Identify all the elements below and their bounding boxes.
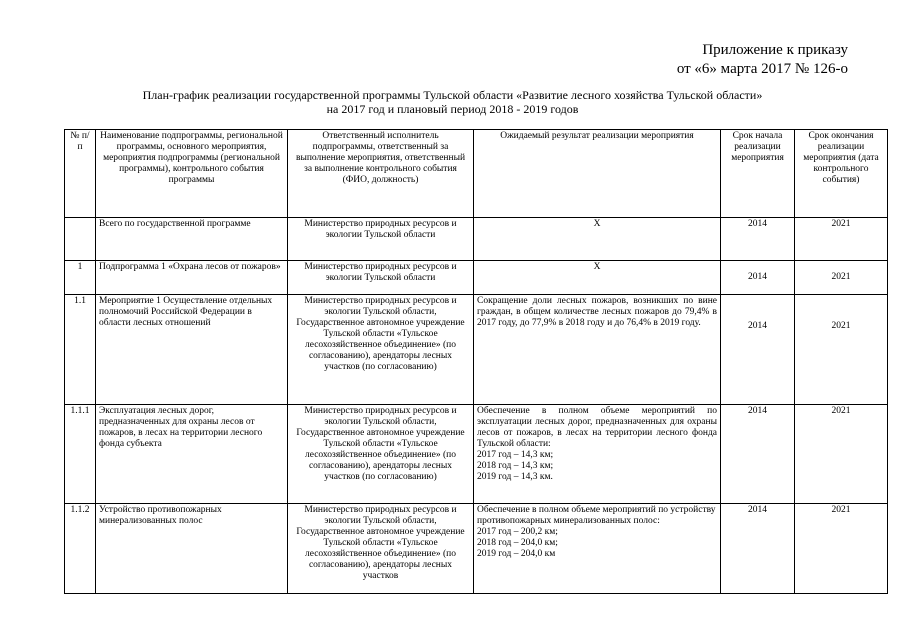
appendix-line-1: Приложение к приказу <box>702 42 848 58</box>
table-row <box>65 295 888 405</box>
row-result: Сокращение доли лесных пожаров, возникших по вине граждан, в общем количестве лесных пожаров до 79,4% в 2017 году, до 77,9% в 2018 году и до 76,4% в 2019 году. <box>474 295 721 405</box>
row-executor: Министерство природных ресурсов и экологии Тульской области, Государственное автономное учреждение Тульской области «Тульское лесохозяйственное объединение» (по согласованию), арендаторы лесных участков (по согласованию) <box>288 405 474 504</box>
row-end: 2021 <box>795 504 888 594</box>
row-name: Устройство противопожарных минерализованных полос <box>96 504 288 594</box>
result-year-line: 2017 год – 200,2 км; <box>477 527 558 537</box>
table-row <box>65 218 888 261</box>
row-start: 2014 <box>721 261 795 295</box>
row-executor: Министерство природных ресурсов и экологии Тульской области, Государственное автономное учреждение Тульской области «Тульское лесохозяйственное объединение» (по согласованию), арендаторы лесных участков (по согласованию) <box>288 295 474 405</box>
table-header-row <box>65 130 888 218</box>
table-row <box>65 261 888 295</box>
row-num: 1.1.1 <box>65 405 96 504</box>
result-year-line: 2017 год – 14,3 км; <box>477 450 554 460</box>
row-name: Мероприятие 1 Осуществление отдельных полномочий Российской Федерации в области лесных отношений <box>96 295 288 405</box>
row-num: 1 <box>65 261 96 295</box>
result-year-line: 2019 год – 204,0 км <box>477 549 556 559</box>
row-end: 2021 <box>795 261 888 295</box>
row-executor: Министерство природных ресурсов и экологии Тульской области, Государственное автономное учреждение Тульской области «Тульское лесохозяйственное объединение» (по согласованию), арендаторы лесных участков <box>288 504 474 594</box>
row-start: 2014 <box>721 295 795 405</box>
row-result: Обеспечение в полном объеме мероприятий по устройству противопожарных минерализованных полос: <box>477 505 716 526</box>
row-result: Обеспечение в полном объеме мероприятий по эксплуатации лесных дорог, предназначенных для охраны лесов от пожаров, в лесах на территории лесного фонда Тульской области: <box>477 406 717 449</box>
header-start: Срок начала реализации мероприятия <box>721 130 795 218</box>
header-num: № п/п <box>65 130 96 218</box>
row-executor: Министерство природных ресурсов и экологии Тульской области <box>288 218 474 261</box>
row-name: Эксплуатация лесных дорог, предназначенных для охраны лесов от пожаров, в лесах на территории лесного фонда субъекта <box>96 405 288 504</box>
title-line-2: на 2017 год и плановый период 2018 - 2019 годов <box>326 102 579 116</box>
document-title <box>0 88 905 116</box>
row-result-cell <box>474 504 721 594</box>
header-result: Ожидаемый результат реализации мероприятия <box>474 130 721 218</box>
row-start: 2014 <box>721 218 795 261</box>
row-end: 2021 <box>795 405 888 504</box>
row-start: 2014 <box>721 504 795 594</box>
plan-schedule-table <box>64 129 888 594</box>
result-year-line: 2019 год – 14,3 км. <box>477 472 553 482</box>
row-executor: Министерство природных ресурсов и экологии Тульской области <box>288 261 474 295</box>
row-num <box>65 218 96 261</box>
row-result: X <box>474 218 721 261</box>
row-name: Подпрограмма 1 «Охрана лесов от пожаров» <box>96 261 288 295</box>
row-end: 2021 <box>795 295 888 405</box>
appendix-line-2: от «6» марта 2017 № 126-о <box>676 61 848 77</box>
row-result-cell <box>474 405 721 504</box>
table-row <box>65 504 888 594</box>
title-line-1: План-график реализации государственной программы Тульской области «Развитие лесного хозяйства Тульской области» <box>142 88 763 102</box>
table-row <box>65 405 888 504</box>
header-name: Наименование подпрограммы, региональной программы, основного мероприятия, мероприятия подпрограммы (региональной программы), контрольного события программы <box>96 130 288 218</box>
row-result: X <box>474 261 721 295</box>
result-year-line: 2018 год – 14,3 км; <box>477 461 554 471</box>
appendix-header <box>677 41 848 79</box>
header-end: Срок окончания реализации мероприятия (дата контрольного события) <box>795 130 888 218</box>
row-num: 1.1 <box>65 295 96 405</box>
header-executor: Ответственный исполнитель подпрограммы, ответственный за выполнение мероприятия, ответственный за выполнение контрольного события (ФИО, должность) <box>288 130 474 218</box>
row-num: 1.1.2 <box>65 504 96 594</box>
result-year-line: 2018 год – 204,0 км; <box>477 538 558 548</box>
row-start: 2014 <box>721 405 795 504</box>
row-name: Всего по государственной программе <box>96 218 288 261</box>
row-end: 2021 <box>795 218 888 261</box>
